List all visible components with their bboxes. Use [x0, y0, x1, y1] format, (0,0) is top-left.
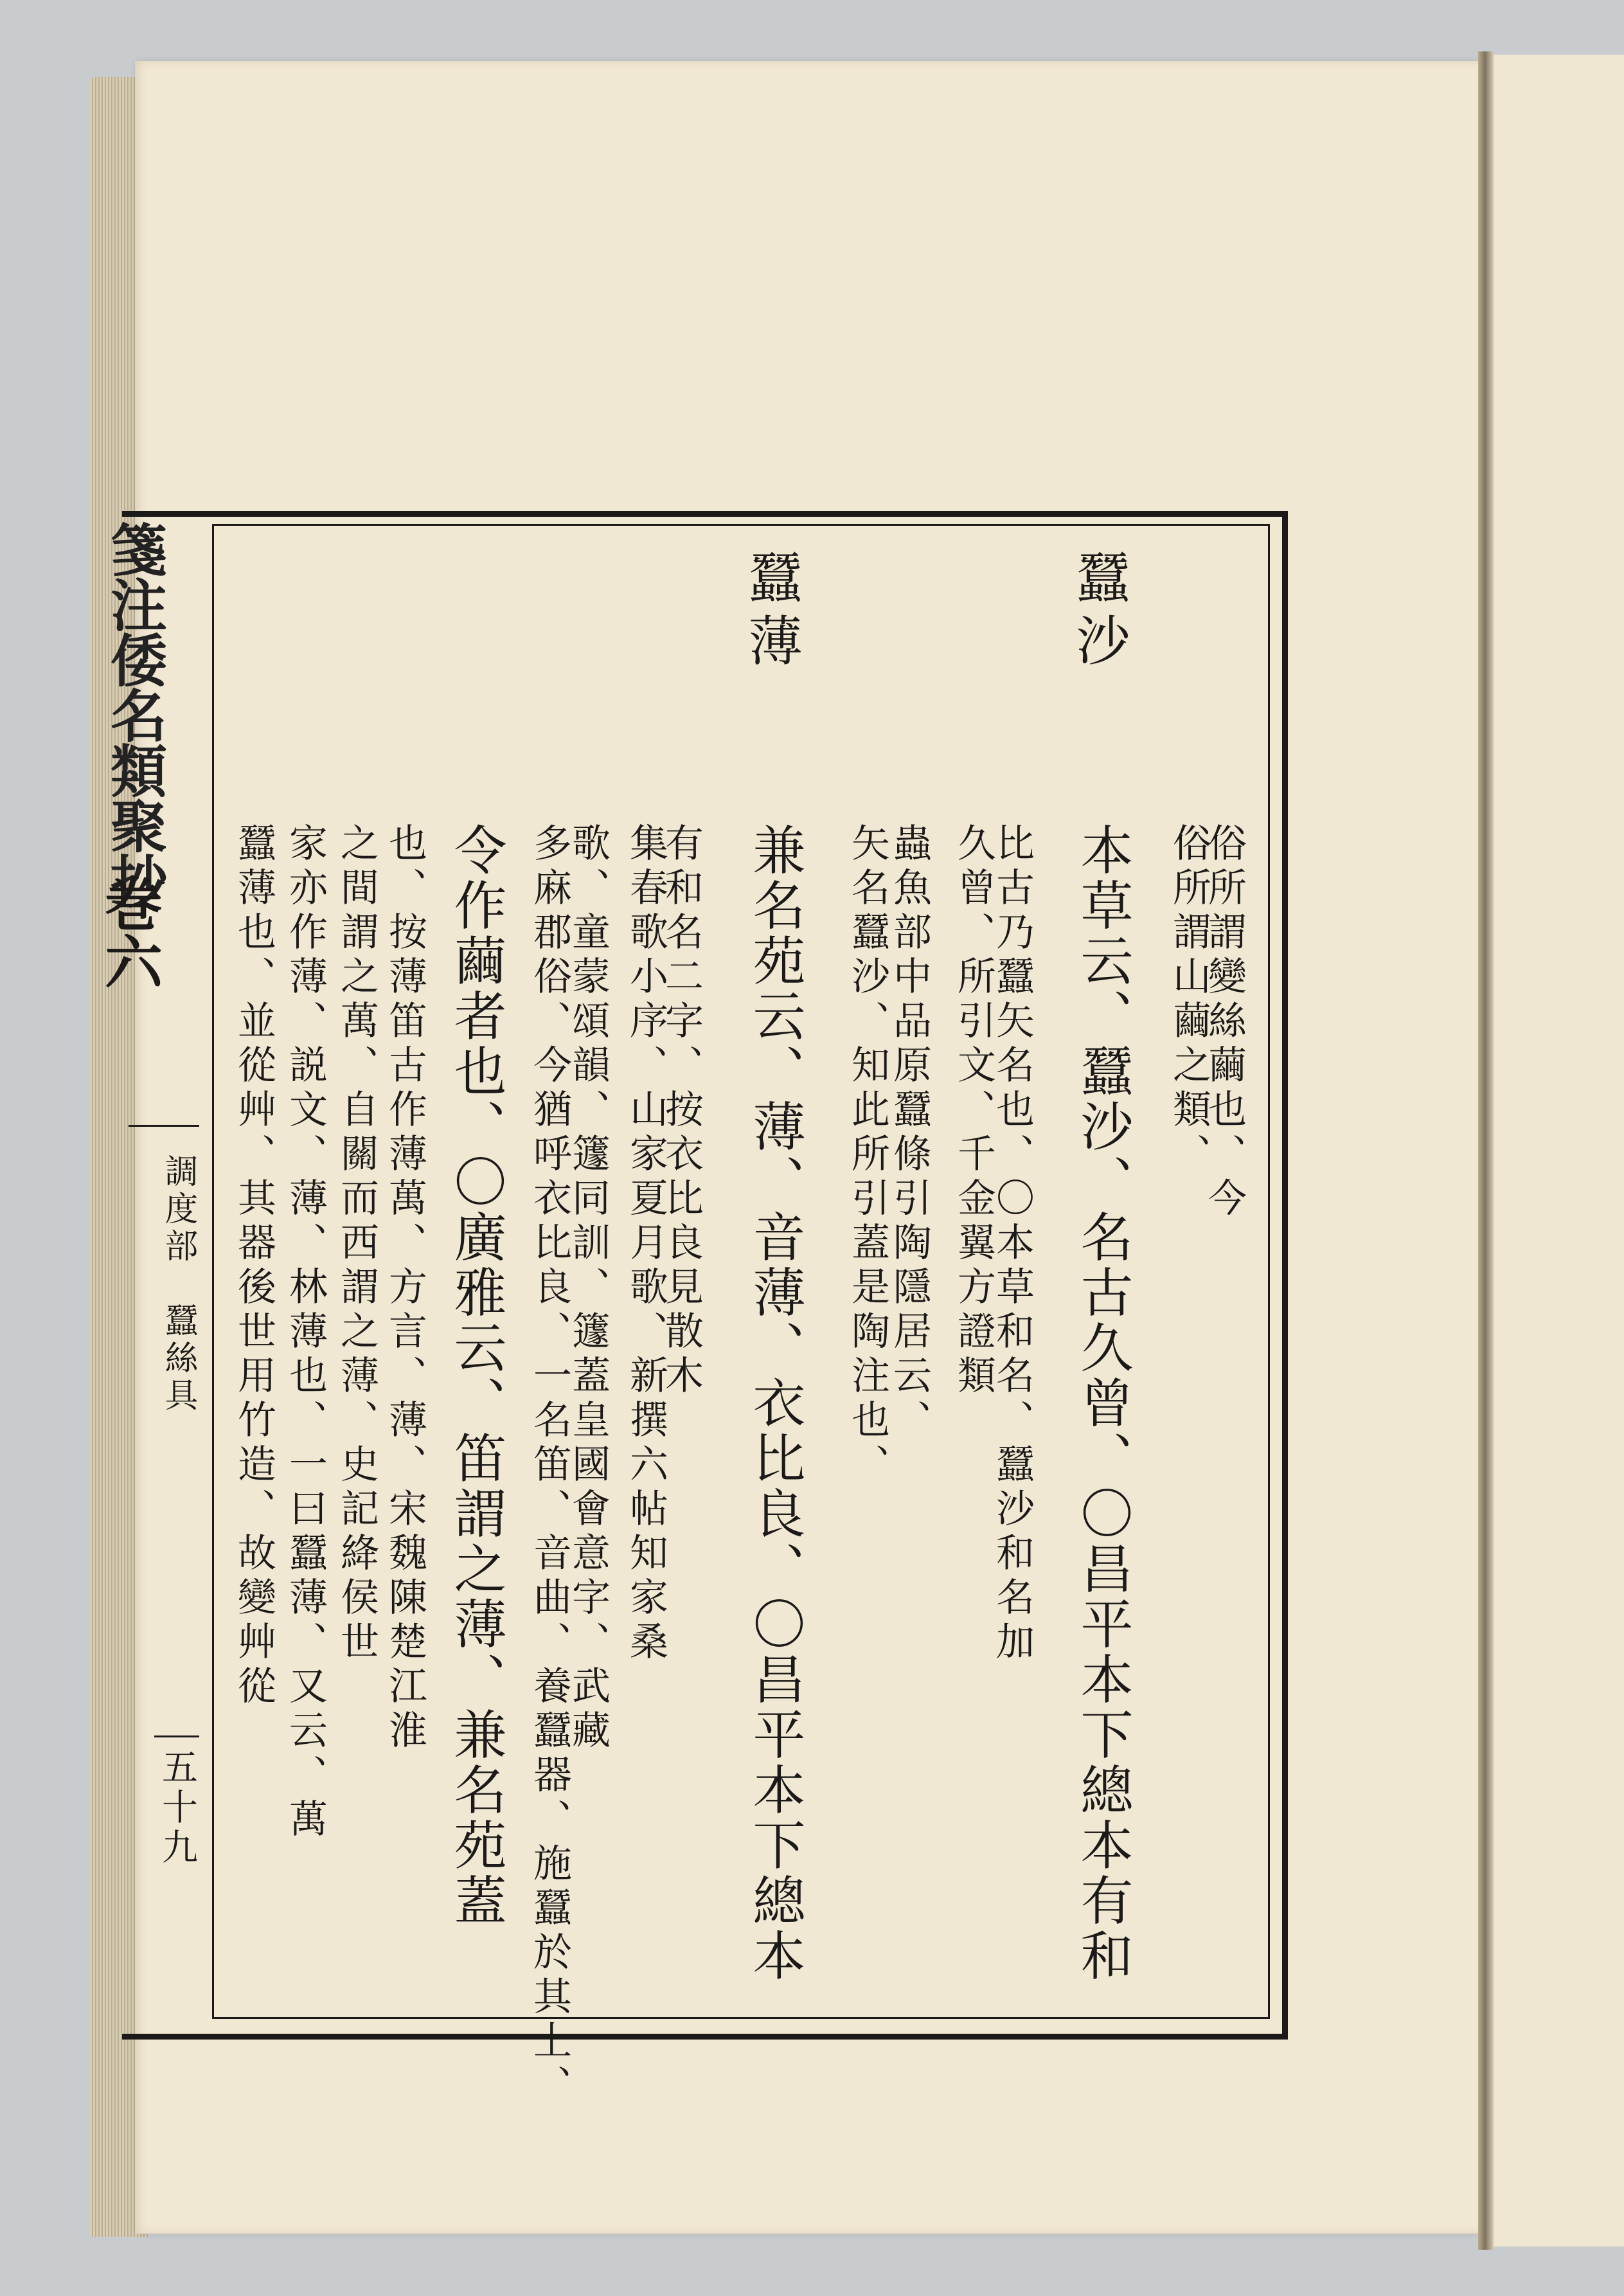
- text-column: 比古乃蠶矢名也、〇本草和名、蠶沙和名加: [990, 823, 1035, 1665]
- text-column: 家亦作薄、説文、薄、林薄也、一曰蠶薄、又云、萬: [283, 823, 328, 1843]
- text-column: 多麻郡俗、今猶呼衣比良、一名笛、音曲、養蠶器、施蠶於其上、: [527, 823, 572, 2109]
- folio-number: 五十九: [156, 1748, 198, 1868]
- book-gutter: [1478, 51, 1494, 2250]
- text-column: 兼名苑云、薄、音薄、衣比良、〇昌平本下總本: [744, 823, 805, 1984]
- entry-heading: 蠶沙: [1067, 550, 1130, 676]
- margin-rule: [154, 1735, 199, 1737]
- text-column: 本草云、蠶沙、名古久曾、〇昌平本下總本有和: [1072, 823, 1133, 1984]
- volume-label: 巻六: [94, 874, 163, 990]
- book-title: 箋注倭名類聚抄: [102, 521, 168, 908]
- entry-heading: 蠶薄: [740, 550, 803, 676]
- text-column: 有和名二字、按衣比良見散木: [659, 823, 704, 1399]
- text-column: 也、按薄笛古作薄萬、方言、薄、宋魏陳楚江淮: [382, 823, 427, 1754]
- text-column: 俗所謂山繭之類、: [1166, 823, 1211, 1178]
- text-column: 俗所謂變絲繭也、今: [1202, 823, 1247, 1222]
- margin-rule: [129, 1125, 199, 1127]
- text-column: 矢名蠶沙、知此所引蓋是陶注也、: [845, 823, 890, 1488]
- text-column: 蠶薄也、並從艸、其器後世用竹造、故變艸從: [231, 823, 276, 1710]
- text-column: 之間謂之萬、自關而西謂之薄、史記絳侯世: [334, 823, 379, 1665]
- text-column: 集春歌小序、山家夏月歌、新撰六帖知家桑: [623, 823, 668, 1665]
- text-column: 令作繭者也、〇廣雅云、笛謂之薄、兼名苑蓋: [445, 823, 506, 1928]
- text-column: 歌、童蒙頌韻、籧同訓、籧蓋皇國會意字、武藏: [566, 823, 611, 1754]
- facing-page: [1494, 55, 1624, 2247]
- text-column: 久曾、所引文、千金翼方證類: [951, 823, 996, 1399]
- text-column: 蟲魚部中品原蠶條引陶隱居云、: [887, 823, 932, 1444]
- section-label: 調度部 蠶絲具: [159, 1154, 197, 1415]
